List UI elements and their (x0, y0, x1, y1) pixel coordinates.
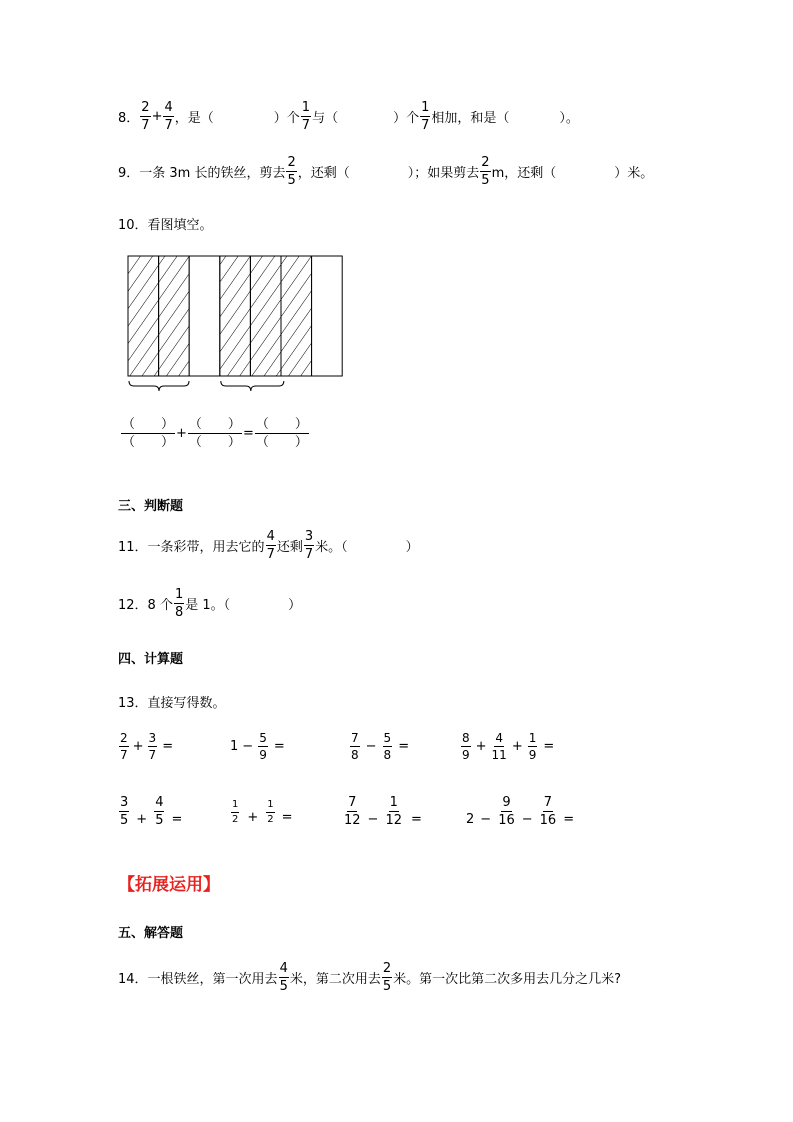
equals-sign: = (563, 812, 575, 827)
q9-text: ）；如果剪去 (407, 166, 480, 181)
equals-sign: = (273, 739, 285, 754)
q9-number: 9． (118, 166, 140, 181)
fraction (344, 796, 361, 827)
numerator: 2 (120, 731, 128, 745)
operator: − (242, 739, 254, 754)
q11-text: 一条彩带，用去它的 (147, 540, 265, 555)
fraction (140, 101, 150, 132)
numerator: 3 (148, 731, 157, 745)
q8-text: ）。 (559, 111, 579, 126)
q12-text: ） (288, 598, 302, 613)
numerator: 7 (348, 795, 357, 810)
equals-sign: = (162, 739, 174, 754)
numerator: 2 (287, 155, 296, 170)
numerator: 2 (141, 100, 150, 115)
numerator: 4 (495, 731, 503, 745)
calc-item (118, 732, 173, 761)
blank-fraction[interactable] (188, 418, 242, 449)
fraction (382, 962, 392, 993)
numerator: 1 (528, 731, 537, 745)
strip-part-shaded (220, 256, 251, 376)
q13-number: 13． (118, 696, 148, 711)
strip (128, 256, 342, 391)
operator: + (247, 810, 259, 825)
calc-item (466, 796, 574, 827)
strip-part-empty (189, 256, 220, 376)
calc-item (343, 796, 422, 827)
integer: 1 (230, 739, 239, 754)
fraction (119, 796, 129, 827)
question-11 (118, 530, 419, 561)
question-13 (118, 692, 226, 711)
numerator: 1 (301, 100, 311, 115)
equals-sign: = (543, 739, 555, 754)
denominator: 7 (304, 547, 314, 562)
numerator: 5 (259, 731, 267, 745)
equals-sign: = (281, 810, 293, 825)
question-12 (118, 588, 301, 619)
denominator: 5 (382, 979, 392, 994)
equals-sign: = (242, 426, 254, 441)
fraction (163, 101, 173, 132)
q9-text: 一条 3m 长的铁丝，剪去 (139, 166, 286, 181)
calc-item (230, 800, 293, 825)
q11-text: ） (405, 540, 419, 555)
denominator: 7 (266, 547, 275, 562)
operator: − (365, 739, 377, 754)
equals-sign: = (171, 812, 183, 827)
q14-text: 米，第二次用去 (289, 972, 381, 987)
question-9 (118, 156, 653, 187)
denominator: 7 (120, 748, 128, 762)
q10-equation (120, 418, 310, 449)
numerator: 7 (543, 795, 553, 810)
q9-text: ）米。 (614, 166, 654, 181)
numerator: （ ） (188, 417, 241, 432)
section-4-heading: 四、计算题 (118, 652, 184, 667)
q9-text: m，还剩（ (491, 166, 557, 181)
denominator: 2 (267, 814, 274, 825)
q12-text: 是 1。（ (185, 598, 231, 613)
q14-text: 米。第一次比第二次多用去几分之几米? (393, 972, 622, 987)
fraction (174, 588, 184, 619)
fraction (119, 732, 129, 761)
extension-banner: 【拓展运用】 (118, 875, 220, 895)
denominator: 11 (491, 748, 507, 762)
q8-text: ）个 (393, 111, 420, 126)
section-3-heading: 三、判断题 (118, 499, 184, 514)
equals-sign: = (398, 739, 410, 754)
integer: 2 (466, 812, 475, 827)
strip-part-shaded (159, 256, 190, 376)
q11-text: 米。（ (315, 540, 348, 555)
fraction (301, 101, 311, 132)
fraction (498, 796, 515, 827)
strip-part-shaded (128, 256, 159, 376)
operator: + (475, 739, 487, 754)
fraction (492, 732, 507, 761)
q10-text: 看图填空。 (147, 218, 213, 233)
strip-part-shaded (281, 256, 312, 376)
fraction (420, 101, 430, 132)
numerator: （ ） (255, 417, 308, 432)
numerator: 4 (155, 795, 164, 810)
denominator: 9 (259, 748, 267, 762)
fraction (266, 530, 276, 561)
fraction (154, 796, 164, 827)
section-5-heading: 五、解答题 (118, 926, 184, 941)
denominator: 16 (498, 813, 515, 828)
question-8 (118, 101, 579, 132)
operator: + (136, 812, 148, 827)
denominator: 12 (344, 813, 361, 828)
denominator: 7 (301, 118, 311, 133)
q12-number: 12． (118, 598, 148, 613)
operator: + (132, 739, 144, 754)
operator: + (511, 739, 523, 754)
fraction (148, 732, 158, 761)
q14-text: 一根铁丝，第一次用去 (147, 972, 278, 987)
fraction (286, 156, 296, 187)
fraction (540, 796, 557, 827)
fraction (385, 796, 402, 827)
denominator: （ ） (122, 435, 175, 450)
q12-text: 8 个 (147, 598, 173, 613)
fraction (279, 962, 289, 993)
numerator: 1 (231, 800, 239, 813)
denominator: 2 (232, 814, 239, 825)
denominator: （ ） (255, 435, 308, 450)
q9-text: ，还剩（ (297, 166, 350, 181)
fraction (304, 530, 314, 561)
numerator: 3 (120, 795, 129, 810)
denominator: 8 (174, 605, 184, 620)
numerator: 1 (174, 587, 184, 602)
operator: − (521, 812, 533, 827)
denominator: 16 (539, 813, 557, 828)
denominator: 9 (528, 748, 537, 762)
denominator: 9 (462, 748, 470, 762)
numerator: 2 (481, 155, 490, 170)
brace-first-group (129, 381, 189, 391)
numerator: 3 (304, 529, 314, 544)
blank-fraction[interactable] (255, 418, 309, 449)
numerator: 4 (266, 529, 275, 544)
fraction (258, 732, 268, 761)
numerator: （ ） (122, 417, 175, 432)
q14-number: 14． (118, 972, 148, 987)
denominator: 8 (351, 748, 359, 762)
strip-part-shaded (250, 256, 281, 376)
blank-fraction[interactable] (121, 418, 175, 449)
question-14 (118, 962, 621, 993)
operator: − (480, 812, 492, 827)
denominator: 7 (148, 748, 157, 762)
numerator: 7 (351, 731, 359, 745)
numerator: 9 (502, 795, 511, 810)
q8-number: 8． (118, 111, 140, 126)
denominator: 5 (120, 813, 129, 828)
denominator: （ ） (188, 435, 241, 450)
numerator: 1 (421, 100, 430, 115)
q8-text: 相加，和是（ (431, 111, 510, 126)
fraction (383, 732, 393, 761)
fraction (266, 800, 274, 825)
numerator: 2 (382, 961, 392, 976)
brace-second-group (221, 381, 284, 391)
q10-number: 10． (118, 218, 148, 233)
q8-text: 与（ (312, 111, 339, 126)
numerator: 4 (279, 961, 288, 976)
q11-text: 还剩 (276, 540, 303, 555)
calc-item (460, 732, 554, 761)
equals-sign: = (411, 812, 422, 827)
numerator: 8 (462, 731, 470, 745)
numerator: 1 (389, 795, 398, 810)
denominator: 5 (481, 173, 490, 188)
denominator: 5 (287, 173, 296, 188)
calc-item (349, 732, 409, 761)
numerator: 5 (383, 731, 392, 745)
question-10 (118, 214, 213, 233)
denominator: 7 (141, 118, 150, 133)
strip-part-empty (312, 256, 343, 376)
q13-text: 直接写得数。 (147, 696, 226, 711)
calc-item (230, 732, 285, 761)
fraction (231, 800, 239, 825)
denominator: 8 (383, 748, 392, 762)
q11-number: 11． (118, 540, 148, 555)
denominator: 5 (155, 813, 164, 828)
denominator: 7 (164, 118, 173, 133)
q8-text: ，是（ (174, 111, 214, 126)
fraction (350, 732, 360, 761)
plus-sign: + (176, 426, 187, 441)
calc-item (118, 796, 182, 827)
numerator: 1 (266, 800, 274, 813)
numerator: 4 (164, 100, 173, 115)
q8-text: ）个 (273, 111, 300, 126)
plus-sign: + (151, 109, 163, 124)
operator: − (367, 812, 379, 827)
fraction (461, 732, 471, 761)
fraction (480, 156, 490, 187)
denominator: 5 (279, 979, 288, 994)
denominator: 7 (421, 118, 430, 133)
fraction-strip-figure (120, 248, 352, 396)
denominator: 12 (385, 813, 402, 828)
fraction (528, 732, 538, 761)
